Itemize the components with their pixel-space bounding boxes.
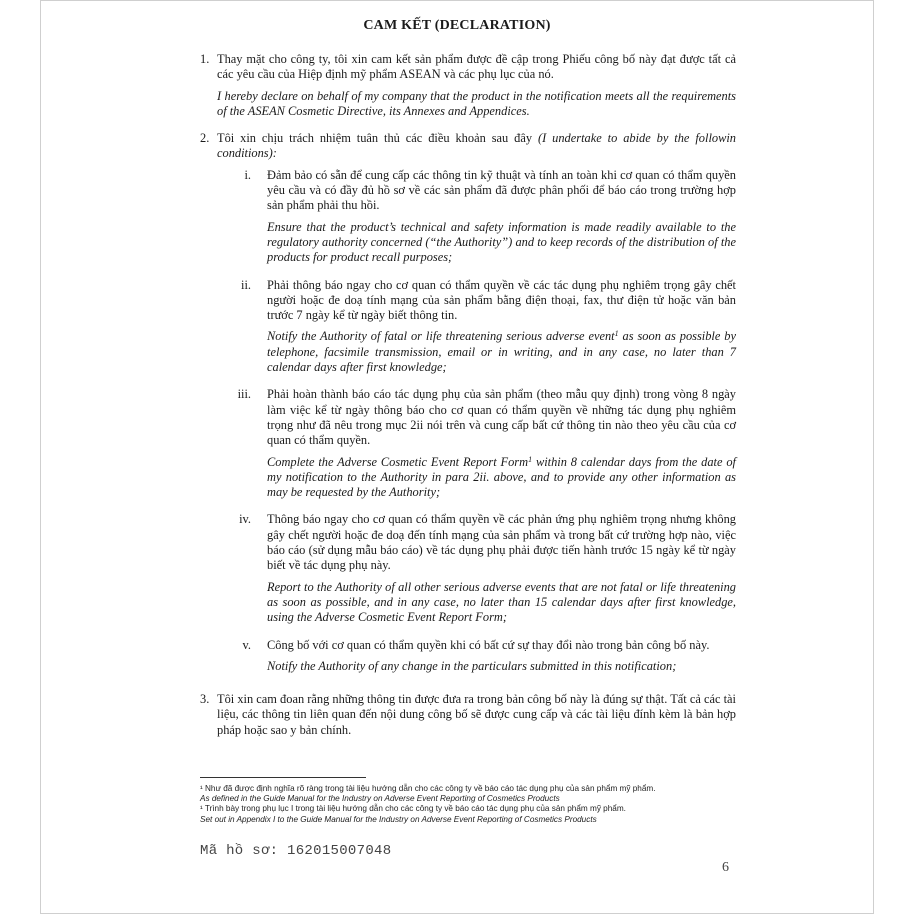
item-text-vi: Tôi xin cam đoan rằng những thông tin được đưa ra trong bản công bố này là đúng sự thật. Tất cả các tài liệu, các thông tin liên quan đến nội dung công bố sẽ được cung cấp và các tài liệu đính kèm là bản hợp pháp hoặc sao y bản chính.	[217, 692, 736, 737]
subitem-i	[217, 168, 736, 272]
footnote-ref: 1	[614, 329, 619, 339]
subitem-number: i.	[244, 167, 251, 182]
subitem-v	[217, 638, 736, 681]
subitem-text-vi: Phải thông báo ngay cho cơ quan có thẩm quyền về các tác dụng phụ nghiêm trọng gây chết người hoặc đe doạ tính mạng của sản phẩm bằng điện thoại, fax, thư điện tử hoặc văn bản trước 7 ngày kể từ ngày biết thông tin.	[267, 277, 736, 323]
record-code: Mã hồ sơ: 162015007048	[200, 843, 392, 859]
item-text-vi: Tôi xin chịu trách nhiệm tuân thủ các điều khoản sau đây	[217, 131, 533, 146]
item-text-en: I hereby declare on behalf of my company that the product in the notification meets all the requirements of the ASEAN Cosmetic Directive, its Annexes and Appendices.	[217, 88, 736, 118]
footnote-ref: 1	[528, 454, 533, 464]
subitem-text-vi: Thông báo ngay cho cơ quan có thẩm quyền về các phản ứng phụ nghiêm trọng nhưng không gây chết người hoặc đe doạ đến tính mạng của sản phẩm và trong bất cứ trường hợp nào, việc báo cáo (sử dụng mẫu báo cáo) về tác dụng phụ phải được tiến hành trước 15 ngày kể từ ngày biết về tác dụng phụ này.	[267, 512, 736, 573]
subitem-text-vi: Đảm bảo có sẵn để cung cấp các thông tin kỹ thuật và tính an toàn khi cơ quan có thẩm quyền yêu cầu và có đầy đủ hồ sơ về các sản phẩm đã được phân phối để báo cáo trong trường hợp sản phẩm phải thu hồi.	[267, 167, 736, 213]
declaration-item-1	[200, 52, 736, 125]
subitem-text-en: Notify the Authority of any change in the particulars submitted in this notification;	[267, 658, 677, 673]
declaration-body	[200, 52, 736, 750]
footnote-2-vi: ¹ Trình bày trong phụ lục I trong tài liệu hướng dẫn cho các công ty về báo cáo tác dụng phụ của sản phẩm mỹ phẩm.	[200, 804, 626, 814]
page-title: CAM KẾT (DECLARATION)	[363, 18, 551, 33]
item-text-en: (I undertake to abide by the followin conditions):	[217, 131, 736, 161]
page-number: 6	[722, 860, 729, 875]
item-text	[217, 131, 736, 162]
subitem-text-en-a: Complete the Adverse Cosmetic Event Report Form	[267, 454, 529, 469]
item-number: 3.	[200, 692, 210, 707]
subitem-text-en: Ensure that the product’s technical and safety information is made readily available to the regulatory authority concerned (“the Authority”) and to keep records of the distribution of the products for product recall purposes;	[267, 219, 736, 265]
footnote-separator	[200, 777, 366, 778]
footnote-1-en: As defined in the Guide Manual for the Industry on Adverse Event Reporting of Cosmetics Products	[200, 794, 560, 804]
subitem-text-en: Report to the Authority of all other serious adverse events that are not fatal or life threatening as soon as possible, and in any case, no later than 15 calendar days after first knowledge, using the Adverse Cosmetic Event Report Form;	[267, 579, 736, 625]
subitem-number: iv.	[239, 512, 251, 527]
footnotes	[200, 784, 760, 825]
item-number: 2.	[200, 131, 210, 146]
subitem-number: v.	[242, 637, 251, 652]
item-number: 1.	[200, 52, 210, 66]
subitem-text-en-a: Notify the Authority of fatal or life threatening serious adverse event	[267, 329, 615, 344]
subitem-number: iii.	[237, 387, 251, 402]
subitem-iii	[217, 387, 736, 506]
footnote-1-vi: ¹ Như đã được định nghĩa rõ ràng trong tài liệu hướng dẫn cho các công ty về báo cáo tác dụng phụ của sản phẩm mỹ phẩm.	[200, 784, 656, 793]
footnote-2-en: Set out in Appendix I to the Guide Manual for the Industry on Adverse Event Reporting of Cosmetics Products	[200, 814, 597, 824]
item-text-vi: Thay mặt cho công ty, tôi xin cam kết sản phẩm được đề cập trong Phiếu công bố này đạt được tất cả các yêu cầu của Hiệp định mỹ phẩm ASEAN và các phụ lục của nó.	[217, 52, 736, 82]
declaration-item-3	[200, 692, 736, 744]
subitem-ii	[217, 278, 736, 382]
subitem-text-vi: Công bố với cơ quan có thẩm quyền khi có bất cứ sự thay đổi nào trong bản công bố này.	[267, 637, 710, 652]
subitem-text-en	[267, 455, 736, 501]
subitem-text-en-b: as soon as possible by telephone, facsimile transmission, email or in writing, and in any case, no later than 7 calendar days after first knowledge;	[267, 329, 736, 375]
subitem-iv	[217, 512, 736, 631]
subitem-text-vi: Phải hoàn thành báo cáo tác dụng phụ của sản phẩm (theo mẫu quy định) trong vòng 8 ngày làm việc kể từ ngày thông báo cho cơ quan có thẩm quyền về những tác dụng phụ nghiêm trọng như đã nêu trong mục 2ii nói trên và cung cấp bất cứ thông tin nào theo yêu cầu của cơ quan có thẩm quyền.	[267, 387, 736, 448]
subitem-number: ii.	[241, 277, 251, 292]
declaration-item-2	[200, 131, 736, 686]
subitem-text-en-b: within 8 calendar days from the date of my notification to the Authority in para 2ii. above, and to provide any other information as may be requested by the Authority;	[267, 454, 736, 500]
subitem-text-en	[267, 329, 736, 375]
